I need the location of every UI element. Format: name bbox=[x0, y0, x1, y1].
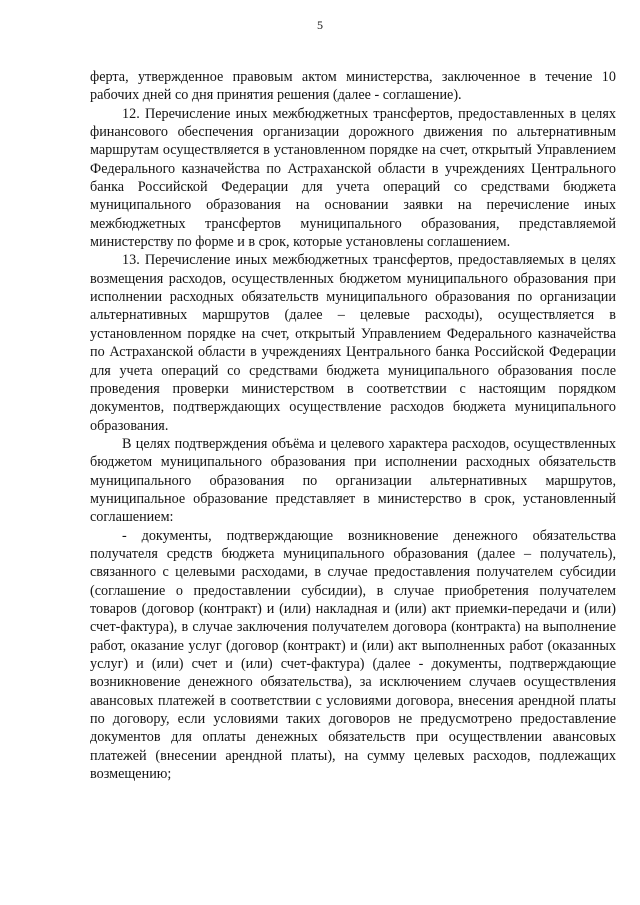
paragraph-documents-list-item: - документы, подтверждающие возникновение денежного обязательства получателя средств бюджета муниципального образования (далее – получатель), связанного с целевыми расходами, в случае предоставления получателем субсидии (соглашение о предоставлении субсидии), в случае приобретения получателем товаров (договор (контракт) и (или) накладная и (или) акт приемки-передачи и (или) счет-фактура), в случае заключения получателем договора (контракта) на выполнение работ, оказание услуг (договор (контракт) и (или) акт выполненных работ (оказанных услуг) и (или) счет и (или) счет-фактура) (далее - документы, подтверждающие возникновение денежного обязательства), за исключением случаев осуществления авансовых платежей в соответствии с условиями договора, внесения арендной платы по договору, если условиями таких договоров не предусмотрено предоставление документов для оплаты денежных обязательств при осуществлении авансовых платежей (внесении арендной платы), на сумму целевых расходов, подлежащих возмещению; bbox=[90, 527, 616, 783]
paragraph-confirmation: В целях подтверждения объёма и целевого характера расходов, осуществленных бюджетом муниципального образования при исполнении расходных обязательств муниципального образования по организации альтернативных маршрутов, муниципальное образование представляет в министерство в срок, установленный соглашением: bbox=[90, 435, 616, 526]
page-number: 5 bbox=[317, 18, 323, 32]
document-body bbox=[90, 68, 616, 783]
paragraph-continuation: ферта, утвержденное правовым актом министерства, заключенное в течение 10 рабочих дней со дня принятия решения (далее - соглашение). bbox=[90, 69, 616, 104]
paragraph-item-13: 13. Перечисление иных межбюджетных трансфертов, предоставляемых в целях возмещения расходов, осуществленных бюджетом муниципального образования при исполнении расходных обязательств муниципального образования по организации альтернативных маршрутов (далее – целевые расходы), осуществляется в установленном порядке на счет, открытый Управлением Федерального казначейства по Астраханской области в учреждениях Центрального банка Российской Федерации для учета операций со средствами бюджета муниципального образования после проведения проверки министерством в соответствии с настоящим порядком документов, подтверждающих осуществление расходов бюджета муниципального образования. bbox=[90, 252, 616, 434]
paragraph-item-12: 12. Перечисление иных межбюджетных трансфертов, предоставленных в целях финансового обеспечения организации дорожного движения по альтернативным маршрутам осуществляется в установленном порядке на счет, открытый Управлением Федерального казначейства по Астраханской области в учреждениях Центрального банка Российской Федерации для учета операций со средствами бюджета муниципального образования на основании заявки на перечисление иных межбюджетных трансфертов муниципального образования, представляемой министерству по форме и в срок, которые установлены соглашением. bbox=[90, 105, 616, 251]
